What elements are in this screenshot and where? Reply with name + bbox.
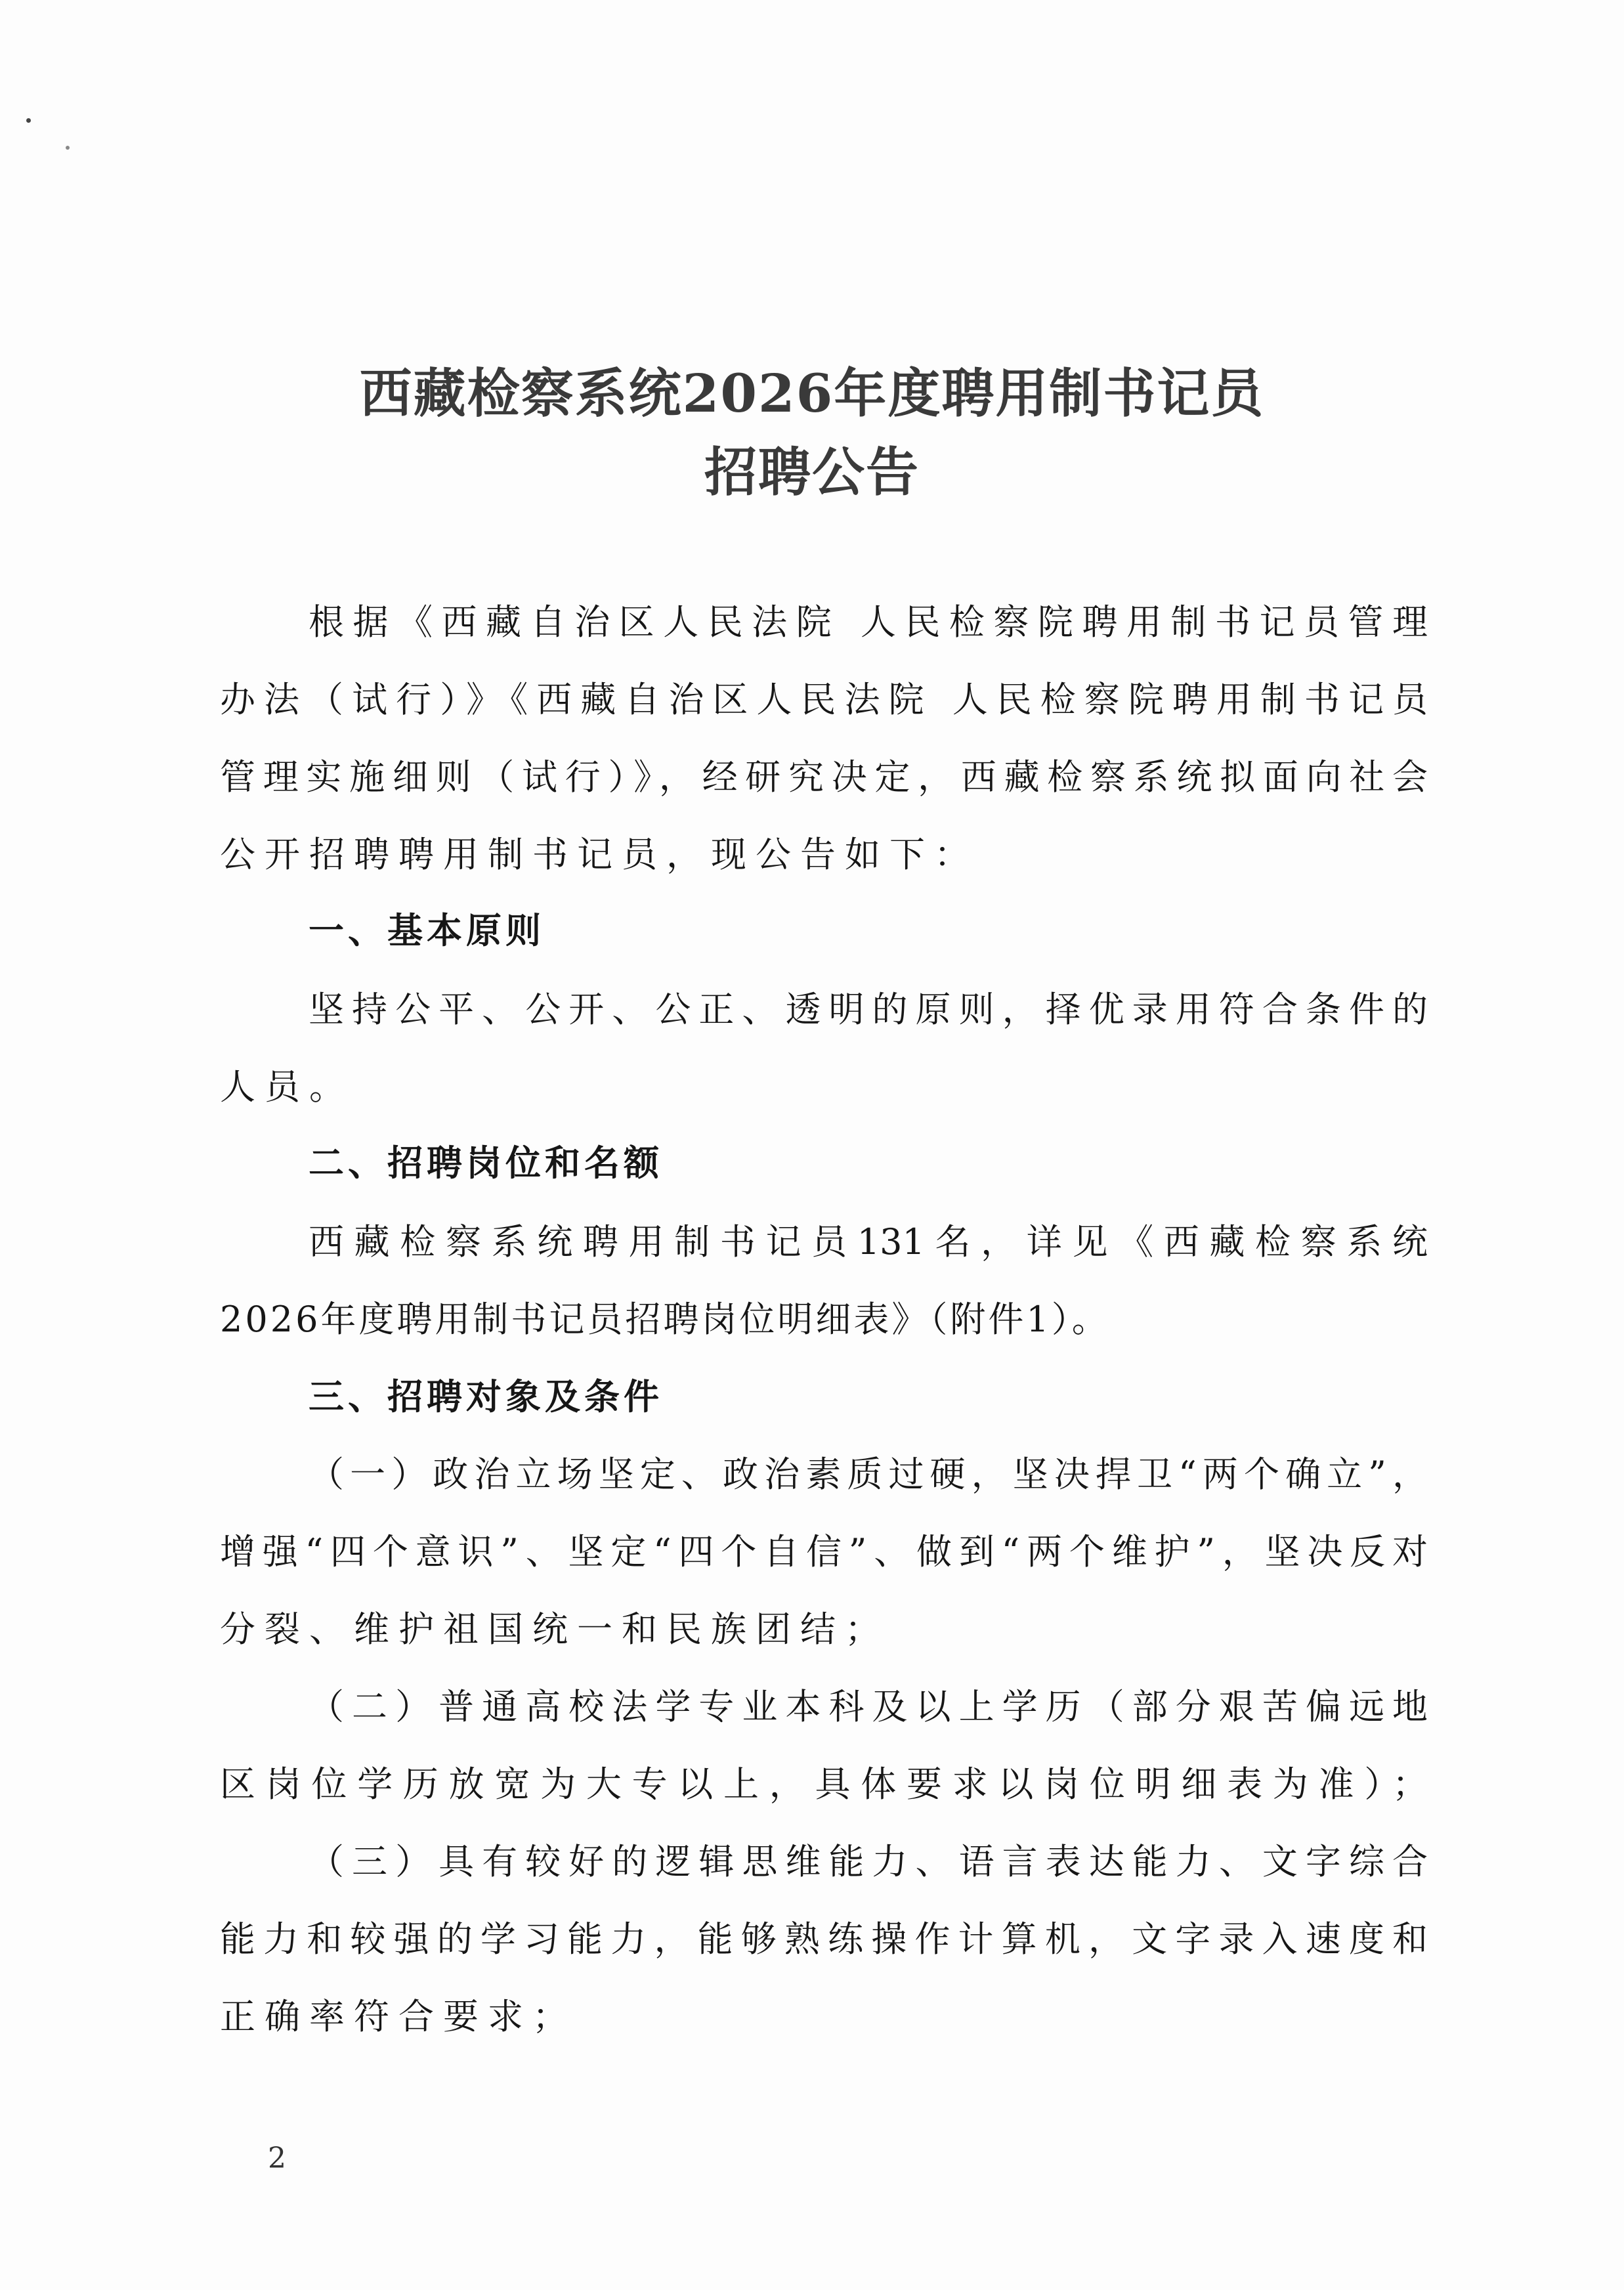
paragraph-line: 正确率符合要求；: [220, 1996, 577, 2037]
paragraph-line: （三）具有较好的逻辑思维能力、语言表达能力、文字综合: [309, 1841, 1428, 1882]
page-number: 2: [268, 2142, 286, 2175]
paragraph-line: 分裂、维护祖国统一和民族团结；: [220, 1609, 889, 1650]
page-title: 西藏检察系统2026年度聘用制书记员: [359, 362, 1265, 424]
paragraph-line: 根据《西藏自治区人民法院 人民检察院聘用制书记员管理: [309, 601, 1428, 643]
paragraph-line: （一）政治立场坚定、政治素质过硬，坚决捍卫“两个确立”，: [309, 1454, 1428, 1495]
paragraph-line: 坚持公平、公开、公正、透明的原则，择优录用符合条件的: [309, 989, 1428, 1030]
paragraph-line: 能力和较强的学习能力，能够熟练操作计算机，文字录入速度和: [220, 1918, 1428, 1960]
paragraph-line: 西藏检察系统聘用制书记员131名，详见《西藏检察系统: [309, 1221, 1428, 1263]
paragraph-line: 管理实施细则（试行）》，经研究决定，西藏检察系统拟面向社会: [220, 756, 1428, 798]
scan-speck: [66, 146, 70, 150]
page-subtitle: 招聘公告: [704, 441, 920, 503]
paragraph-line: 2026年度聘用制书记员招聘岗位明细表》（附件1）。: [220, 1299, 1110, 1340]
paragraph-line: 办法（试行）》《西藏自治区人民法院 人民检察院聘用制书记员: [220, 679, 1428, 720]
section-heading: 二、招聘岗位和名额: [309, 1142, 663, 1184]
paragraph-line: 增强“四个意识”、坚定“四个自信”、做到“两个维护”，坚决反对: [220, 1531, 1428, 1572]
paragraph-line: 人员。: [220, 1066, 354, 1108]
section-heading: 一、基本原则: [309, 910, 545, 951]
paragraph-line: 区岗位学历放宽为大专以上，具体要求以岗位明细表为准）；: [220, 1763, 1428, 1805]
paragraph-line: 公开招聘聘用制书记员，现公告如下：: [220, 834, 979, 875]
section-heading: 三、招聘对象及条件: [309, 1376, 663, 1417]
paragraph-line: （二）普通高校法学专业本科及以上学历（部分艰苦偏远地: [309, 1686, 1428, 1727]
scan-speck: [26, 118, 31, 123]
